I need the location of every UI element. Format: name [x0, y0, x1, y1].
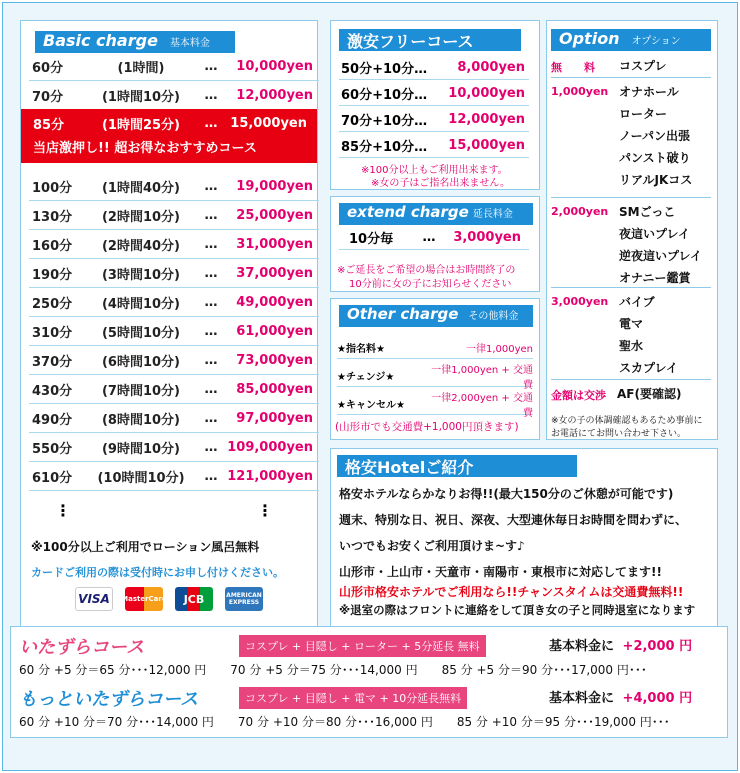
price-row-price: 19,000yen	[236, 179, 313, 194]
price-row-hours: (1時間40分)	[101, 181, 181, 196]
free-course-row	[339, 133, 529, 158]
extend-price: 3,000yen	[453, 229, 521, 245]
price-row	[29, 347, 319, 375]
course-2-base-price: +4,000 円	[622, 691, 693, 706]
option-panel	[546, 20, 718, 440]
course-2-line: 60 分 +10 分＝70 分･･･14,000 円 70 分 +10 分＝80 分･･･16,000 円 85 分 +10 分＝95 分･･･19,000 円･･･	[19, 715, 670, 729]
course-2-base	[549, 687, 692, 706]
option-divider	[551, 197, 711, 198]
price-row-dots: …	[204, 88, 218, 103]
free-course-row	[339, 107, 529, 132]
amex-logo: AMERICAN EXPRESS	[225, 587, 263, 611]
price-row-price: 121,000yen	[227, 469, 313, 484]
price-row-dots: …	[204, 295, 218, 310]
extend-row	[339, 225, 529, 250]
price-row	[29, 434, 319, 462]
other-charge-row	[337, 392, 533, 419]
price-row	[29, 376, 319, 404]
mastercard-logo: MasterCard	[125, 587, 163, 611]
course-1-base-label: 基本料金に	[549, 639, 615, 654]
option-item: バイブ	[619, 295, 655, 309]
option-divider	[551, 287, 711, 288]
other-charge-row	[337, 364, 533, 391]
free-course-price: 15,000yen	[448, 137, 525, 153]
option-title: Option	[559, 29, 620, 48]
option-item: パンスト破り	[619, 151, 691, 165]
price-row-price: 85,000yen	[236, 382, 313, 397]
price-row-price: 25,000yen	[236, 208, 313, 223]
option-item: コスプレ	[619, 59, 667, 73]
price-row	[29, 53, 319, 81]
option-item: 電マ	[619, 317, 644, 331]
option-header	[551, 29, 711, 51]
price-row-dots: …	[204, 266, 218, 281]
free-course-title: 激安フリーコース	[347, 32, 474, 51]
other-charge-panel	[330, 298, 540, 440]
course-1-base	[549, 635, 692, 654]
price-row-dots: …	[204, 115, 218, 131]
extend-title-jp: 延長料金	[472, 209, 513, 220]
course-2-base-label: 基本料金に	[549, 691, 615, 706]
price-row-minutes: 430分	[32, 384, 73, 399]
recommended-note: 当店激押し!! 超お得なおすすめコース	[33, 141, 257, 156]
extend-note-2: 10分前に女の子にお知らせください	[349, 279, 512, 290]
option-price: 1,000yen	[551, 85, 609, 98]
course-1-tag: コスプレ + 目隠し + ローター + 5分延長 無料	[239, 635, 486, 657]
option-item: スカプレイ	[619, 361, 678, 375]
price-row-minutes: 250分	[32, 297, 73, 312]
other-charge-row	[337, 337, 533, 359]
recommended-course-row	[21, 109, 317, 163]
extend-charge-panel	[330, 196, 540, 292]
price-row	[29, 260, 319, 288]
price-row-hours: (6時間10分)	[101, 355, 181, 370]
price-row-hours: (1時間10分)	[101, 90, 181, 105]
basic-charge-header	[35, 31, 235, 53]
other-charge-label: ★チェンジ★	[337, 372, 395, 383]
option-price: 金額は交渉	[551, 389, 606, 402]
price-row-minutes: 160分	[32, 239, 73, 254]
price-row	[29, 82, 319, 110]
hotel-last-line: ※退室の際はフロントに連絡をして頂き女の子と同時退室になります	[339, 603, 696, 617]
visa-logo: VISA	[75, 587, 113, 611]
price-row-price: 97,000yen	[236, 411, 313, 426]
price-row-price: 15,000yen	[230, 115, 307, 131]
option-note-2: お電話にてお問い合わせ下さい。	[551, 429, 687, 439]
price-row-minutes: 310分	[32, 326, 73, 341]
ellipsis-right: ⋮	[257, 501, 273, 520]
price-row-dots: …	[204, 382, 218, 397]
price-row	[29, 231, 319, 259]
course-2-tag: コスプレ + 目隠し + 電マ + 10分延長無料	[239, 687, 467, 709]
course-1-title: いたずらコース	[19, 637, 145, 658]
card-logos	[75, 587, 275, 613]
price-row-hours: (7時間10分)	[101, 384, 181, 399]
other-charge-label: ★指名料★	[337, 344, 385, 355]
price-row	[29, 202, 319, 230]
option-item: 逆夜這いプレイ	[619, 249, 702, 263]
free-course-header	[339, 29, 521, 51]
price-row	[29, 289, 319, 317]
price-row-dots: …	[204, 440, 218, 455]
price-row-dots: …	[204, 353, 218, 368]
price-row-price: 37,000yen	[236, 266, 313, 281]
other-charge-price: 一律1,000yen	[465, 344, 533, 355]
price-row-dots: …	[204, 59, 218, 74]
option-item: AF(要確認)	[617, 387, 682, 401]
other-title-jp: その他料金	[468, 311, 519, 322]
price-row-price: 109,000yen	[227, 440, 313, 455]
free-course-label: 70分+10分…	[341, 113, 428, 129]
extend-dots: …	[422, 229, 436, 245]
other-header	[339, 305, 533, 327]
card-note: カードご利用の際は受付時にお申し付けください。	[31, 566, 284, 579]
price-row	[29, 173, 319, 201]
price-row-minutes: 60分	[32, 61, 64, 76]
price-row-dots: …	[204, 469, 218, 484]
option-item: SMごっこ	[619, 205, 676, 219]
other-charge-price: 一律1,000yen + 交通費	[431, 364, 533, 391]
extend-note-1: ※ご延長をご希望の場合はお時間終了の	[337, 265, 516, 276]
hotel-line-2: 週末、特別な日、祝日、深夜、大型連休毎日お時間を問わずに、	[339, 513, 688, 527]
hotel-red-line: 山形市格安ホテルでご利用なら!!チャンスタイムは交通費無料!!	[339, 585, 684, 599]
price-row-dots: …	[204, 208, 218, 223]
hotel-title: 格安Hotelご紹介	[345, 458, 474, 477]
price-row-dots: …	[204, 237, 218, 252]
hotel-header	[337, 455, 577, 477]
course-2-title: もっといたずらコース	[19, 689, 199, 710]
price-row	[29, 463, 319, 491]
other-charge-price: 一律2,000yen + 交通費	[431, 392, 533, 419]
extend-label: 10分毎	[349, 231, 394, 247]
free-course-label: 85分+10分…	[341, 139, 428, 155]
option-price: 無 料	[551, 61, 595, 74]
free-course-panel	[330, 20, 540, 190]
option-item: リアルJKコス	[619, 173, 693, 187]
option-title-jp: オプション	[631, 36, 681, 47]
price-row-hours: (4時間10分)	[101, 297, 181, 312]
courses-panel	[10, 626, 728, 738]
lotion-note: ※100分以上ご利用でローション風呂無料	[31, 540, 260, 554]
option-item: ローター	[619, 107, 668, 121]
extend-header	[339, 203, 533, 225]
price-row	[29, 405, 319, 433]
price-row-minutes: 610分	[32, 471, 73, 486]
free-course-label: 60分+10分…	[341, 87, 428, 103]
other-charge-label: ★キャンセル★	[337, 400, 405, 411]
price-row-price: 31,000yen	[236, 237, 313, 252]
price-row-price: 49,000yen	[236, 295, 313, 310]
hotel-line-3: いつでもお安くご利用頂けま~す♪	[339, 539, 525, 553]
option-item: 夜這いプレイ	[619, 227, 690, 241]
course-1-base-price: +2,000 円	[622, 639, 693, 654]
price-row-minutes: 190分	[32, 268, 73, 283]
price-row-price: 10,000yen	[236, 59, 313, 74]
option-divider	[551, 77, 711, 78]
option-item: 聖水	[619, 339, 644, 353]
free-course-note-1: ※100分以上もご利用出来ます。	[361, 165, 508, 176]
extend-title: extend charge	[347, 203, 469, 221]
course-1-line: 60 分 +5 分＝65 分･･･12,000 円 70 分 +5 分＝75 分･･･14,000 円 85 分 +5 分＝90 分･･･17,000 円･･･	[19, 663, 647, 677]
jcb-logo: JCB	[175, 587, 213, 611]
basic-charge-panel	[20, 20, 318, 628]
price-row-minutes: 370分	[32, 355, 73, 370]
ellipsis-left: ⋮	[55, 501, 71, 520]
price-row-minutes: 85分	[33, 117, 65, 133]
price-row-hours: (2時間40分)	[101, 239, 181, 254]
price-row-price: 12,000yen	[236, 88, 313, 103]
free-course-price: 8,000yen	[457, 59, 525, 75]
price-row-hours: (8時間10分)	[101, 413, 181, 428]
price-row-hours: (5時間10分)	[101, 326, 181, 341]
hotel-line-4: 山形市・上山市・天童市・南陽市・東根市に対応してます!!	[339, 565, 662, 579]
option-divider	[551, 379, 711, 380]
price-row-hours: (2時間10分)	[101, 210, 181, 225]
price-row-minutes: 490分	[32, 413, 73, 428]
price-row-hours: (1時間)	[117, 61, 165, 76]
basic-charge-title-jp: 基本料金	[169, 38, 210, 49]
price-row	[29, 318, 319, 346]
other-title: Other charge	[347, 305, 459, 323]
option-item: オナホール	[619, 85, 679, 99]
option-item: ノーパン出張	[619, 129, 691, 143]
price-row-hours: (3時間10分)	[101, 268, 181, 283]
price-row-minutes: 550分	[32, 442, 73, 457]
price-row-minutes: 70分	[32, 90, 64, 105]
price-row-price: 73,000yen	[236, 353, 313, 368]
free-course-label: 50分+10分…	[341, 61, 428, 77]
free-course-row	[339, 55, 529, 80]
price-row-dots: …	[204, 324, 218, 339]
basic-charge-title: Basic charge	[43, 31, 158, 50]
price-row-hours: (1時間25分)	[101, 117, 181, 133]
price-row-minutes: 130分	[32, 210, 73, 225]
price-row-minutes: 100分	[32, 181, 73, 196]
hotel-line-1: 格安ホテルならかなりお得!!(最大150分のご休憩が可能です)	[339, 487, 674, 501]
option-item: オナニー鑑賞	[619, 271, 691, 285]
option-price: 3,000yen	[551, 295, 609, 308]
price-row-hours: (9時間10分)	[101, 442, 181, 457]
price-row-dots: …	[204, 411, 218, 426]
option-note-1: ※女の子の体調確認もあるため事前に	[551, 416, 703, 426]
price-row-dots: …	[204, 179, 218, 194]
price-row-hours: (10時間10分)	[97, 471, 185, 486]
free-course-row	[339, 81, 529, 106]
free-course-price: 10,000yen	[448, 85, 525, 101]
other-note: (山形市でも交通費+1,000円頂きます)	[335, 421, 519, 433]
hotel-panel	[330, 448, 718, 628]
free-course-price: 12,000yen	[448, 111, 525, 127]
free-course-note-2: ※女の子はご指名出来ません。	[371, 178, 510, 189]
price-row-price: 61,000yen	[236, 324, 313, 339]
option-price: 2,000yen	[551, 205, 609, 218]
